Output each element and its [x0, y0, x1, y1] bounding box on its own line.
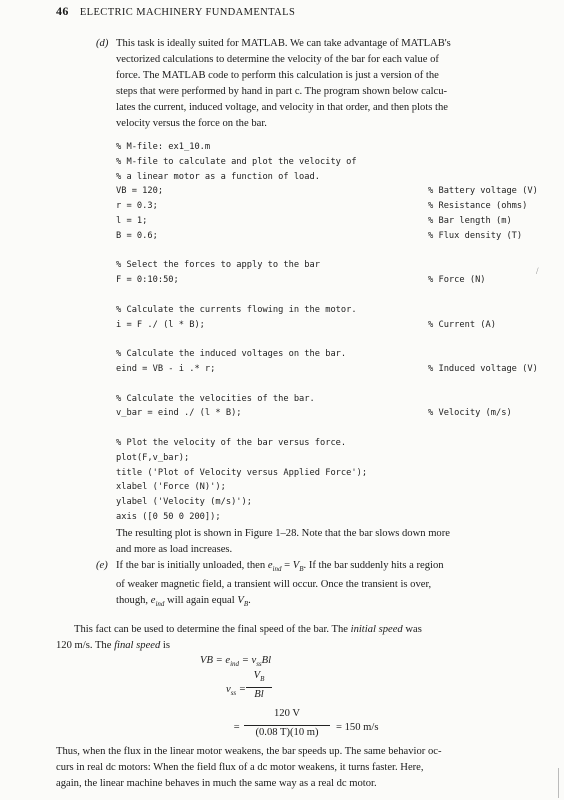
code-text: ylabel ('Velocity (m/s)'); — [116, 497, 252, 508]
code-line — [116, 244, 367, 259]
equation-3-denominator: (0.08 T)(10 m) — [255, 727, 319, 738]
code-line — [116, 199, 528, 214]
fraction-bar — [244, 725, 330, 726]
part-d-line: velocity versus the force on the bar. — [116, 118, 267, 129]
code-text: title ('Plot of Velocity versus Applied Force'); — [116, 467, 368, 478]
code-line — [116, 495, 367, 510]
code-line — [116, 451, 367, 466]
part-d-line: vectorized calculations to determine the velocity of the bar for each value of — [116, 54, 439, 65]
code-comment: % Flux density (T) — [428, 230, 523, 241]
page-number: 46 — [56, 4, 69, 18]
code-text: xlabel ('Force (N)'); — [116, 482, 226, 493]
page-edge-line — [558, 768, 559, 798]
running-header — [56, 4, 295, 19]
equation-3-result: = 150 m/s — [336, 722, 379, 733]
code-text: % M-file: ex1_10.m — [116, 142, 211, 152]
part-d-line: This task is ideally suited for MATLAB. We can take advantage of MATLAB's — [116, 38, 451, 49]
code-text: r = 0.3; — [116, 201, 158, 212]
equation-3-numerator: 120 V — [274, 708, 300, 719]
part-d-line: steps that were performed by hand in part c. The program shown below calcu- — [116, 86, 448, 97]
code-line — [116, 170, 367, 185]
code-text: v_bar = eind ./ (l * B); — [116, 408, 242, 419]
part-d-label: (d) — [96, 38, 109, 49]
code-text: % Calculate the velocities of the bar. — [116, 393, 315, 404]
equation-2-denominator: Bl — [254, 689, 264, 700]
code-text: l = 1; — [116, 215, 148, 226]
code-comment: % Velocity (m/s) — [428, 408, 512, 419]
code-line — [116, 140, 367, 155]
code-comment: % Current (A) — [428, 319, 496, 330]
code-line — [116, 288, 367, 303]
code-line — [116, 155, 367, 170]
part-d-line: lates the current, induced voltage, and velocity in that order, and then plots the — [116, 102, 448, 113]
running-title: ELECTRIC MACHINERY FUNDAMENTALS — [79, 7, 296, 18]
closing-line: curs in real dc motors: When the field flux of a dc motor weakens, it turns faster. Here, — [56, 762, 424, 773]
part-e-label: (e) — [96, 560, 108, 571]
part-d-paragraph — [116, 36, 518, 132]
code-text: % M-file to calculate and plot the velocity of — [116, 156, 357, 167]
closing-line: again, the linear machine behaves in much the same way as a real dc motor. — [56, 778, 377, 789]
code-text: % Select the forces to apply to the bar — [116, 260, 320, 271]
code-line — [116, 480, 367, 495]
equation-1: VB = $e_{ind} = v_{ss}Bl$ — [200, 655, 272, 669]
code-comment: % Resistance (ohms) — [428, 201, 528, 212]
code-text: % Calculate the induced voltages on the bar. — [116, 349, 347, 360]
margin-mark: / — [536, 266, 539, 276]
code-text: axis ([0 50 0 200]); — [116, 511, 221, 522]
code-text: % Plot the velocity of the bar versus force. — [116, 437, 347, 448]
code-line — [116, 421, 367, 436]
part-e-line: though, $e_{ind}$ will again equal $V_B$. — [116, 595, 251, 609]
code-text: % Calculate the currents flowing in the motor. — [116, 304, 357, 315]
code-line — [116, 406, 512, 421]
code-line — [116, 273, 486, 288]
code-line — [116, 347, 367, 362]
closing-paragraph — [56, 744, 518, 792]
fraction-bar — [246, 687, 272, 688]
final-speed-paragraph — [56, 622, 518, 654]
code-line — [116, 362, 538, 377]
code-line — [116, 436, 367, 451]
code-text: plot(F,v_bar); — [116, 452, 190, 463]
part-d-line: force. The MATLAB code to perform this calculation is just a version of the — [116, 70, 439, 81]
code-comment: % Force (N) — [428, 275, 486, 286]
code-text: F = 0:10:50; — [116, 275, 179, 286]
code-line — [116, 214, 512, 229]
result-line: and more as load increases. — [116, 544, 233, 555]
code-line — [116, 510, 367, 525]
part-e-line: If the bar is initially unloaded, then $e_{ind} = V_B$. If the bar suddenly hits a region — [116, 560, 444, 574]
equation-3-equals: = — [233, 722, 241, 733]
code-comment: % Bar length (m) — [428, 215, 512, 226]
result-paragraph — [116, 526, 518, 558]
equation-2-numerator: $V_B$ — [253, 670, 265, 684]
code-comment: % Induced voltage (V) — [428, 363, 538, 374]
code-line — [116, 229, 523, 244]
code-text: VB = 120; — [116, 186, 164, 197]
final-speed-line: 120 m/s. The final speed is — [56, 640, 170, 651]
code-line — [116, 332, 367, 347]
code-line — [116, 466, 367, 481]
code-line — [116, 258, 367, 273]
part-e-paragraph — [116, 558, 518, 612]
code-line — [116, 318, 496, 333]
code-line — [116, 377, 367, 392]
code-line — [116, 303, 367, 318]
result-line: The resulting plot is shown in Figure 1–28. Note that the bar slows down more — [116, 528, 450, 539]
final-speed-line: This fact can be used to determine the final speed of the bar. The initial speed was — [74, 624, 422, 635]
code-line — [116, 184, 538, 199]
closing-line: Thus, when the flux in the linear motor weakens, the bar speeds up. The same behavior oc- — [56, 746, 442, 757]
part-e-line: of weaker magnetic field, a transient will occur. Once the transient is over, — [116, 579, 432, 591]
code-text: B = 0.6; — [116, 230, 158, 241]
equation-2-lhs: $v_{ss}$ = — [226, 684, 246, 698]
matlab-code-listing — [116, 140, 538, 525]
code-text: eind = VB - i .* r; — [116, 363, 216, 374]
code-text: % a linear motor as a function of load. — [116, 171, 320, 182]
code-text: i = F ./ (l * B); — [116, 319, 205, 330]
code-comment: % Battery voltage (V) — [428, 186, 538, 197]
code-line — [116, 392, 367, 407]
